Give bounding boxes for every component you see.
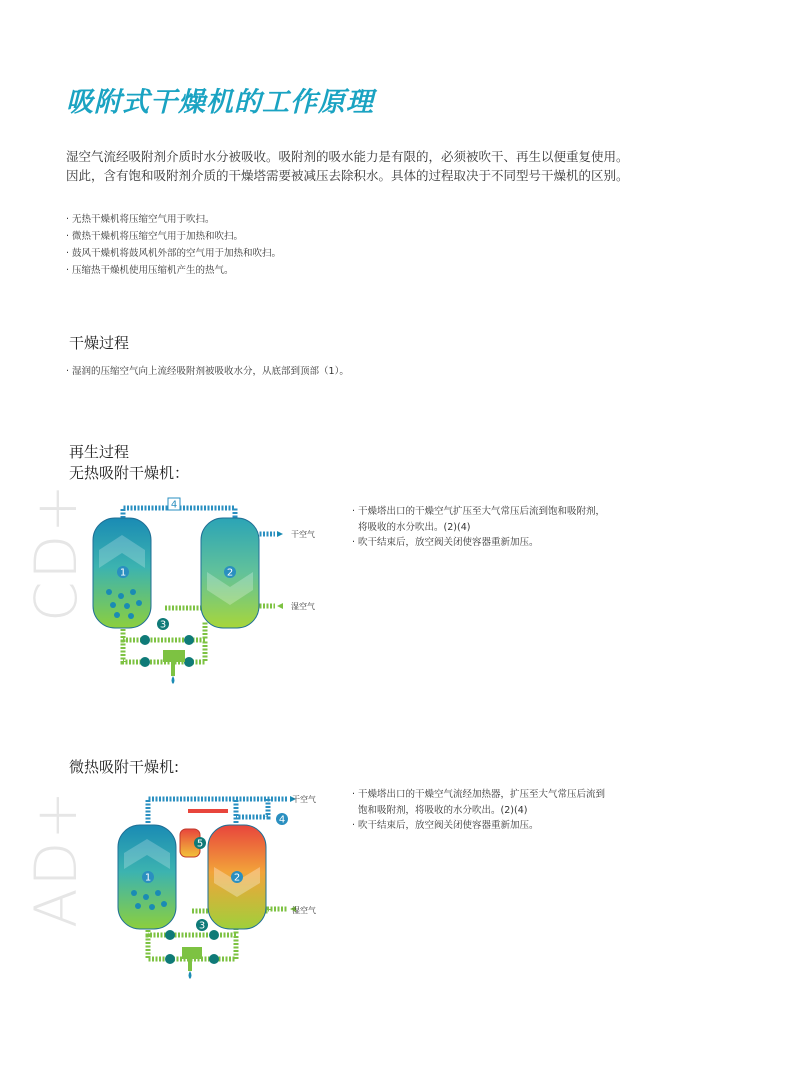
wet-air-label: 湿空气 [291, 602, 315, 611]
intro-line: 因此，含有饱和吸附剂介质的干燥塔需要被减压去除积水。具体的过程取决于不同型号干燥机的区别。 [66, 168, 629, 183]
valve-4-label: 4 [170, 499, 178, 511]
tower-2-label: 2 [226, 567, 234, 579]
drying-text: · 湿润的压缩空气向上流经吸附剂被吸收水分，从底部到顶部（1）。 [66, 366, 349, 377]
heatless-heading: 无热吸附干燥机： [69, 464, 190, 482]
regen-heading-title: 再生过程 [69, 443, 130, 461]
regen-heading [69, 442, 189, 484]
note-line: 将吸收的水分吹出。(2)(4) [352, 521, 471, 533]
intro-line: 湿空气流经吸附剂介质时水分被吸收。吸附剂的吸水能力是有限的，必须被吹干、再生以便重复使用。 [66, 149, 629, 164]
cd-badge-watermark: CD+ [22, 482, 90, 622]
dry-air-label: 干空气 [291, 530, 315, 539]
note-line: · 干燥塔出口的干燥空气扩压至大气常压后流到饱和吸附剂， [352, 506, 606, 517]
heated-notes [352, 787, 605, 834]
tower-1-label: 1 [119, 567, 127, 579]
wet-air-label: 湿空气 [292, 906, 316, 915]
dry-air-label: 干空气 [292, 795, 316, 804]
list-item: · 微热干燥机将压缩空气用于加热和吹扫。 [66, 231, 244, 242]
valve-3-label: 3 [198, 920, 206, 932]
drying-heading: 干燥过程 [69, 334, 130, 352]
heated-heading: 微热吸附干燥机: [69, 758, 180, 776]
intro-paragraph [66, 147, 629, 185]
valve-4-label: 4 [278, 814, 286, 826]
tower-2-label: 2 [233, 872, 241, 884]
note-line: · 吹干结束后，放空阀关闭使容器重新加压。 [352, 820, 539, 831]
note-line: 饱和吸附剂，将吸收的水分吹出。(2)(4) [352, 804, 528, 816]
list-item: · 鼓风干燥机将鼓风机外部的空气用于加热和吹扫。 [66, 248, 282, 259]
heatless-notes [352, 504, 605, 551]
ad-badge-watermark: AD+ [22, 789, 90, 928]
dryer-types-list [66, 211, 281, 279]
note-line: · 干燥塔出口的干燥空气流经加热器，扩压至大气常压后流到 [352, 789, 606, 800]
heater-5-label: 5 [196, 838, 204, 850]
heated-dryer-diagram [108, 785, 338, 985]
note-line: · 吹干结束后，放空阀关闭使容器重新加压。 [352, 537, 539, 548]
list-item: · 无热干燥机将压缩空气用于吹扫。 [66, 214, 215, 225]
list-item: · 压缩热干燥机使用压缩机产生的热气。 [66, 265, 234, 276]
page-title: 吸附式干燥机的工作原理 [66, 87, 374, 118]
valve-3-label: 3 [159, 619, 167, 631]
heatless-dryer-diagram [85, 490, 335, 690]
tower-1-label: 1 [144, 872, 152, 884]
